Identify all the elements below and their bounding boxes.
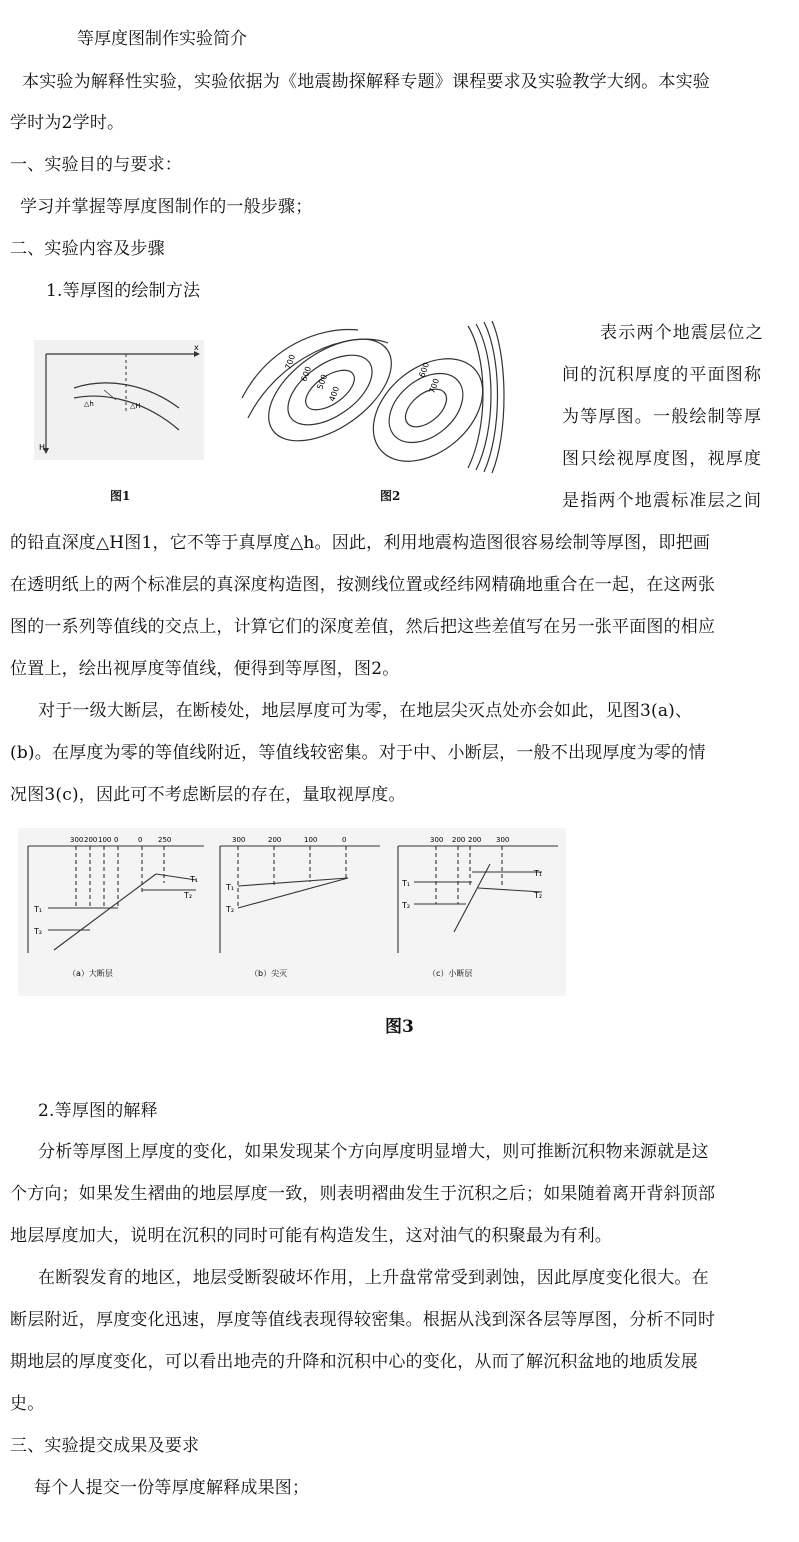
fig3a-label: （a）大断层 <box>68 969 113 978</box>
fig3c-tick-3: 200 <box>468 836 482 844</box>
fig3a-t2: T₂ <box>34 927 43 936</box>
side-text-line-3: 为等厚图。一般绘制等厚 <box>562 407 763 427</box>
para1-line-3: 图的一系列等值线的交点上，计算它们的深度差值，然后把这些差值写在另一张平面图的相应 <box>10 617 716 637</box>
figure-1-caption: 图1 <box>110 489 131 503</box>
fig2-label-500: 500 <box>315 373 330 391</box>
fig1-h-label: H <box>39 443 46 452</box>
para4-line-1: 在断裂发育的地区，地层受断裂破坏作用，上升盘常常受到剥蚀，因此厚度变化很大。在 <box>38 1268 709 1288</box>
para3-line-3: 地层厚度加大，说明在沉积的同时可能有构造发生，这对油气的积聚最为有利。 <box>10 1226 612 1246</box>
fig3c-t1: T₁ <box>402 879 411 888</box>
fig2-label-600a: 600 <box>299 365 314 383</box>
figure-1-drawing <box>34 340 204 460</box>
side-text-line-4: 图只绘视厚度图，视厚度 <box>562 449 763 469</box>
para1-line-4: 位置上，绘出视厚度等值线，便得到等厚图，图2。 <box>10 659 400 679</box>
fig1-dh-small-label: △h <box>84 400 94 408</box>
figure-2-drawing <box>238 318 514 476</box>
section3-body: 每个人提交一份等厚度解释成果图； <box>34 1478 310 1498</box>
figure-3-caption: 图3 <box>385 1017 414 1037</box>
section2-sub1: 1.等厚图的绘制方法 <box>46 281 201 301</box>
fig3a-tick-5: 0 <box>138 836 143 844</box>
figure-2-caption: 图2 <box>380 489 401 503</box>
para1-line-2: 在透明纸上的两个标准层的真深度构造图，按测线位置或经纬网精确地重合在一起，在这两张 <box>10 575 716 595</box>
fig3a-tick-1: 300 <box>70 836 84 844</box>
section1-heading: 一、实验目的与要求： <box>10 155 182 175</box>
fig1-x-label: x <box>194 343 199 352</box>
intro-line-1: 本实验为解释性实验，实验依据为《地震勘探解释专题》课程要求及实验教学大纲。本实验 <box>22 72 710 92</box>
para4-line-3: 期地层的厚度变化，可以看出地壳的升降和沉积中心的变化，从而了解沉积盆地的地质发展 <box>10 1352 698 1372</box>
section2-sub2: 2.等厚图的解释 <box>38 1101 158 1121</box>
fig3c-tick-2: 200 <box>452 836 466 844</box>
fig3b-t1: T₁ <box>226 883 235 892</box>
para3-line-1: 分析等厚图上厚度的变化，如果发现某个方向厚度明显增大，则可推断沉积物来源就是这 <box>38 1142 709 1162</box>
fig3a-tick-3: 100 <box>98 836 112 844</box>
side-text-line-1: 表示两个地震层位之 <box>600 323 764 343</box>
para4-line-4: 史。 <box>10 1394 45 1414</box>
section3-heading: 三、实验提交成果及要求 <box>10 1436 200 1456</box>
fig3b-tick-4: 0 <box>342 836 347 844</box>
figure-3 <box>18 828 566 1001</box>
side-text-line-5: 是指两个地震标准层之间 <box>562 491 763 511</box>
fig3a-tick-6: 250 <box>158 836 172 844</box>
fig3c-tick-1: 300 <box>430 836 444 844</box>
fig3c-t1-right: T₁ <box>534 869 543 878</box>
fig3c-t2-right: T₂ <box>534 891 543 900</box>
section1-body: 学习并掌握等厚度图制作的一般步骤； <box>20 197 313 217</box>
para2-line-2: (b)。在厚度为零的等值线附近，等值线较密集。对于中、小断层，一般不出现厚度为零的情 <box>10 743 706 763</box>
para3-line-2: 个方向；如果发生褶曲的地层厚度一致，则表明褶曲发生于沉积之后；如果随着离开背斜顶部 <box>10 1184 716 1204</box>
fig2-label-700a: 700 <box>283 353 298 371</box>
fig3b-label: （b）尖灭 <box>250 969 288 978</box>
para2-line-1: 对于一级大断层，在断棱处，地层厚度可为零，在地层尖灭点处亦会如此，见图3(a)、 <box>38 701 693 721</box>
para1-line-1: 的铅直深度△H图1，它不等于真厚度△h。因此，利用地震构造图很容易绘制等厚图，即把画 <box>10 533 711 553</box>
fig3a-t1-right: T₁ <box>190 875 199 884</box>
fig3b-t2: T₂ <box>226 905 235 914</box>
side-text-line-2: 间的沉积厚度的平面图称 <box>562 365 763 385</box>
fig3b-tick-2: 200 <box>268 836 282 844</box>
document-title: 等厚度图制作实验简介 <box>77 29 247 49</box>
figure-3-drawing <box>18 828 566 996</box>
fig3a-tick-4: 0 <box>114 836 119 844</box>
fig3a-tick-2: 200 <box>84 836 98 844</box>
fig2-label-700b: 700 <box>427 377 442 395</box>
fig1-dh-big-label: △H <box>130 402 141 410</box>
para4-line-2: 断层附近，厚度变化迅速，厚度等值线表现得较密集。根据从浅到深各层等厚图，分析不同时 <box>10 1310 716 1330</box>
fig3b-tick-1: 300 <box>232 836 246 844</box>
fig2-label-600b: 600 <box>417 361 432 379</box>
para2-line-3: 况图3(c)，因此可不考虑断层的存在，量取视厚度。 <box>10 785 406 805</box>
intro-line-2: 学时为2学时。 <box>10 113 125 133</box>
fig3c-tick-4: 300 <box>496 836 510 844</box>
figure-2 <box>238 318 514 481</box>
fig2-label-400: 400 <box>327 385 342 403</box>
fig3c-t2: T₂ <box>402 901 411 910</box>
fig3a-t2-right: T₂ <box>184 891 193 900</box>
fig3b-tick-3: 100 <box>304 836 318 844</box>
figure-1 <box>34 340 204 465</box>
fig3c-label: （c）小断层 <box>428 969 473 978</box>
section2-heading: 二、实验内容及步骤 <box>10 239 165 259</box>
fig3a-t1: T₁ <box>34 905 43 914</box>
